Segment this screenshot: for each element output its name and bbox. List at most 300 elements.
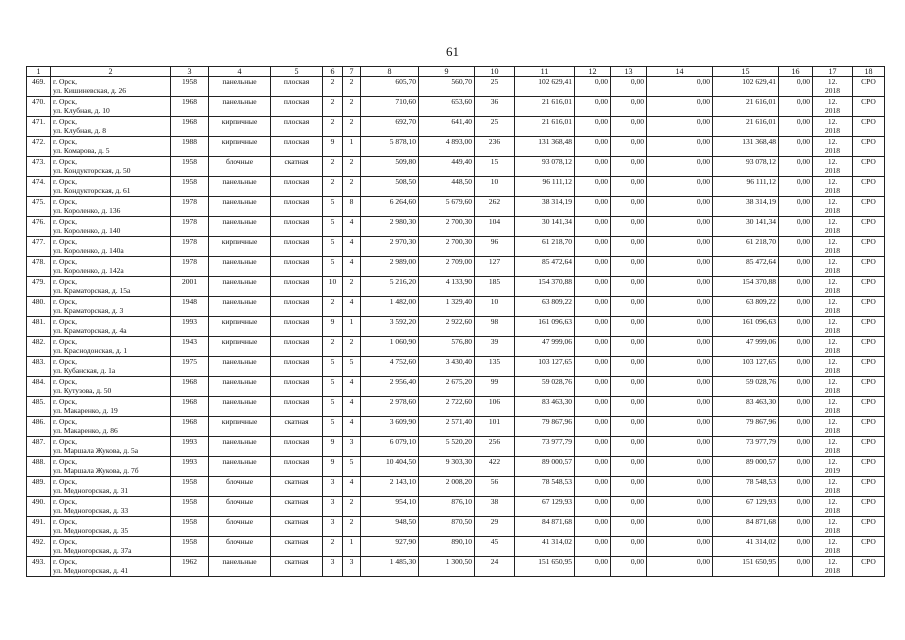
total-area-cell: 954,10 [361, 497, 419, 517]
row-number-cell: 480. [27, 297, 51, 317]
cost-col-14-cell: 0,00 [647, 97, 713, 117]
address-line: ул. Краматорская, д. 4а [53, 326, 127, 335]
cost-col-12-cell: 0,00 [575, 437, 611, 457]
cost-col-13-cell: 0,00 [611, 177, 647, 197]
address-cell [51, 357, 171, 377]
total-cost-cell: 84 871,68 [515, 517, 575, 537]
address-line: г. Орск, [53, 377, 77, 386]
cost-col-14-cell: 0,00 [647, 517, 713, 537]
total-area-cell: 2 980,30 [361, 217, 419, 237]
year-built-cell: 1958 [171, 177, 209, 197]
residents-cell: 45 [475, 537, 515, 557]
wall-material-cell: панельные [209, 97, 271, 117]
financing-source-cell: СРО [853, 457, 885, 477]
residents-cell: 422 [475, 457, 515, 477]
address-cell [51, 537, 171, 557]
deadline-cell [813, 317, 853, 337]
address-line: г. Орск, [53, 137, 77, 146]
cost-col-12-cell: 0,00 [575, 477, 611, 497]
year-built-cell: 1958 [171, 77, 209, 97]
table-row [27, 397, 885, 417]
address-line: ул. Кондукторская, д. 61 [53, 186, 131, 195]
wall-material-cell: панельные [209, 217, 271, 237]
column-header: 12 [575, 67, 611, 77]
floors-cell: 2 [323, 537, 343, 557]
address-cell [51, 177, 171, 197]
wall-material-cell: блочные [209, 477, 271, 497]
cost-col-16-cell: 0,00 [779, 277, 813, 297]
address-line: г. Орск, [53, 337, 77, 346]
row-number-cell: 486. [27, 417, 51, 437]
cost-col-12-cell: 0,00 [575, 77, 611, 97]
roof-type-cell: плоская [271, 257, 323, 277]
total-area-cell: 1 060,90 [361, 337, 419, 357]
table-row [27, 517, 885, 537]
address-line: ул. Комарова, д. 5 [53, 146, 110, 155]
cost-col-12-cell: 0,00 [575, 517, 611, 537]
address-cell [51, 97, 171, 117]
floors-cell: 10 [323, 277, 343, 297]
roof-type-cell: плоская [271, 177, 323, 197]
roof-type-cell: плоская [271, 97, 323, 117]
deadline-cell [813, 117, 853, 137]
cost-col-14-cell: 0,00 [647, 177, 713, 197]
cost-col-15-cell: 21 616,01 [713, 97, 779, 117]
deadline-line: 2018 [825, 506, 840, 515]
address-line: ул. Краснодонская, д. 1 [53, 346, 128, 355]
residents-cell: 236 [475, 137, 515, 157]
floors-cell: 2 [323, 177, 343, 197]
wall-material-cell: панельные [209, 357, 271, 377]
deadline-line: 12. [827, 157, 838, 166]
total-area-cell: 3 609,90 [361, 417, 419, 437]
cost-col-16-cell: 0,00 [779, 217, 813, 237]
year-built-cell: 1958 [171, 517, 209, 537]
deadline-line: 2018 [825, 546, 840, 555]
row-number-cell: 481. [27, 317, 51, 337]
floors-cell: 5 [323, 257, 343, 277]
deadline-line: 12. [827, 97, 838, 106]
residents-cell: 10 [475, 177, 515, 197]
cost-col-15-cell: 59 028,76 [713, 377, 779, 397]
year-built-cell: 1943 [171, 337, 209, 357]
cost-col-12-cell: 0,00 [575, 377, 611, 397]
entrances-cell: 3 [343, 437, 361, 457]
residents-cell: 96 [475, 237, 515, 257]
financing-source-cell: СРО [853, 277, 885, 297]
wall-material-cell: кирпичные [209, 237, 271, 257]
living-area-cell: 1 300,50 [419, 557, 475, 577]
cost-col-15-cell: 47 999,06 [713, 337, 779, 357]
cost-col-14-cell: 0,00 [647, 77, 713, 97]
column-header: 2 [51, 67, 171, 77]
deadline-line: 12. [827, 317, 838, 326]
entrances-cell: 2 [343, 157, 361, 177]
entrances-cell: 4 [343, 477, 361, 497]
roof-type-cell: скатная [271, 157, 323, 177]
cost-col-13-cell: 0,00 [611, 337, 647, 357]
address-line: ул. Медногорская, д. 31 [53, 486, 129, 495]
cost-col-15-cell: 85 472,64 [713, 257, 779, 277]
address-cell [51, 317, 171, 337]
living-area-cell: 2 675,20 [419, 377, 475, 397]
cost-col-15-cell: 61 218,70 [713, 237, 779, 257]
deadline-line: 2018 [825, 406, 840, 415]
address-line: ул. Кондукторская, д. 50 [53, 166, 131, 175]
row-number-cell: 479. [27, 277, 51, 297]
total-area-cell: 710,60 [361, 97, 419, 117]
year-built-cell: 1993 [171, 437, 209, 457]
living-area-cell: 2 700,30 [419, 237, 475, 257]
wall-material-cell: блочные [209, 157, 271, 177]
cost-col-12-cell: 0,00 [575, 297, 611, 317]
address-line: г. Орск, [53, 77, 77, 86]
deadline-cell [813, 337, 853, 357]
column-header: 6 [323, 67, 343, 77]
address-cell [51, 117, 171, 137]
total-area-cell: 2 956,40 [361, 377, 419, 397]
roof-type-cell: плоская [271, 397, 323, 417]
year-built-cell: 1968 [171, 97, 209, 117]
roof-type-cell: плоская [271, 117, 323, 137]
cost-col-15-cell: 102 629,41 [713, 77, 779, 97]
deadline-cell [813, 137, 853, 157]
cost-col-13-cell: 0,00 [611, 237, 647, 257]
total-cost-cell: 96 111,12 [515, 177, 575, 197]
entrances-cell: 2 [343, 97, 361, 117]
wall-material-cell: кирпичные [209, 117, 271, 137]
wall-material-cell: панельные [209, 397, 271, 417]
deadline-cell [813, 277, 853, 297]
deadline-line: 12. [827, 557, 838, 566]
column-header: 4 [209, 67, 271, 77]
financing-source-cell: СРО [853, 197, 885, 217]
cost-col-13-cell: 0,00 [611, 277, 647, 297]
floors-cell: 2 [323, 297, 343, 317]
year-built-cell: 1958 [171, 477, 209, 497]
living-area-cell: 4 893,00 [419, 137, 475, 157]
floors-cell: 9 [323, 437, 343, 457]
roof-type-cell: плоская [271, 137, 323, 157]
cost-col-12-cell: 0,00 [575, 537, 611, 557]
cost-col-14-cell: 0,00 [647, 537, 713, 557]
financing-source-cell: СРО [853, 337, 885, 357]
deadline-line: 2018 [825, 86, 840, 95]
entrances-cell: 2 [343, 337, 361, 357]
wall-material-cell: панельные [209, 77, 271, 97]
deadline-line: 2018 [825, 286, 840, 295]
cost-col-14-cell: 0,00 [647, 437, 713, 457]
cost-col-16-cell: 0,00 [779, 357, 813, 377]
year-built-cell: 1968 [171, 417, 209, 437]
deadline-line: 12. [827, 237, 838, 246]
floors-cell: 3 [323, 557, 343, 577]
address-cell [51, 257, 171, 277]
column-header: 11 [515, 67, 575, 77]
deadline-line: 2018 [825, 486, 840, 495]
residents-cell: 39 [475, 337, 515, 357]
financing-source-cell: СРО [853, 477, 885, 497]
living-area-cell: 653,60 [419, 97, 475, 117]
address-cell [51, 297, 171, 317]
deadline-cell [813, 357, 853, 377]
living-area-cell: 448,50 [419, 177, 475, 197]
living-area-cell: 870,50 [419, 517, 475, 537]
row-number-cell: 482. [27, 337, 51, 357]
deadline-cell [813, 297, 853, 317]
wall-material-cell: кирпичные [209, 417, 271, 437]
deadline-cell [813, 97, 853, 117]
year-built-cell: 1958 [171, 537, 209, 557]
cost-col-12-cell: 0,00 [575, 237, 611, 257]
entrances-cell: 4 [343, 397, 361, 417]
total-area-cell: 2 143,10 [361, 477, 419, 497]
entrances-cell: 4 [343, 417, 361, 437]
roof-type-cell: плоская [271, 237, 323, 257]
address-line: г. Орск, [53, 237, 77, 246]
living-area-cell: 4 133,90 [419, 277, 475, 297]
financing-source-cell: СРО [853, 537, 885, 557]
deadline-line: 2018 [825, 106, 840, 115]
cost-col-14-cell: 0,00 [647, 397, 713, 417]
year-built-cell: 1988 [171, 137, 209, 157]
financing-source-cell: СРО [853, 97, 885, 117]
cost-col-15-cell: 93 078,12 [713, 157, 779, 177]
deadline-line: 2018 [825, 226, 840, 235]
table-row [27, 377, 885, 397]
year-built-cell: 1948 [171, 297, 209, 317]
deadline-cell [813, 557, 853, 577]
cost-col-13-cell: 0,00 [611, 457, 647, 477]
row-number-cell: 469. [27, 77, 51, 97]
cost-col-14-cell: 0,00 [647, 417, 713, 437]
address-line: ул. Кишиневская, д. 26 [53, 86, 127, 95]
table-row [27, 97, 885, 117]
wall-material-cell: кирпичные [209, 137, 271, 157]
column-header: 14 [647, 67, 713, 77]
cost-col-12-cell: 0,00 [575, 457, 611, 477]
cost-col-16-cell: 0,00 [779, 557, 813, 577]
financing-source-cell: СРО [853, 397, 885, 417]
floors-cell: 5 [323, 417, 343, 437]
year-built-cell: 1968 [171, 377, 209, 397]
cost-col-14-cell: 0,00 [647, 217, 713, 237]
cost-col-13-cell: 0,00 [611, 477, 647, 497]
address-line: г. Орск, [53, 397, 77, 406]
address-line: ул. Медногорская, д. 35 [53, 526, 129, 535]
cost-col-16-cell: 0,00 [779, 197, 813, 217]
address-line: г. Орск, [53, 97, 77, 106]
cost-col-16-cell: 0,00 [779, 477, 813, 497]
cost-col-15-cell: 154 370,88 [713, 277, 779, 297]
living-area-cell: 560,70 [419, 77, 475, 97]
living-area-cell: 2 700,30 [419, 217, 475, 237]
cost-col-14-cell: 0,00 [647, 197, 713, 217]
deadline-cell [813, 497, 853, 517]
deadline-cell [813, 417, 853, 437]
total-area-cell: 927,90 [361, 537, 419, 557]
deadline-line: 2018 [825, 266, 840, 275]
address-line: г. Орск, [53, 497, 77, 506]
cost-col-15-cell: 161 096,63 [713, 317, 779, 337]
deadline-cell [813, 517, 853, 537]
cost-col-16-cell: 0,00 [779, 117, 813, 137]
address-line: г. Орск, [53, 297, 77, 306]
deadline-line: 2019 [825, 466, 840, 475]
cost-col-16-cell: 0,00 [779, 237, 813, 257]
cost-col-15-cell: 30 141,34 [713, 217, 779, 237]
total-cost-cell: 83 463,30 [515, 397, 575, 417]
cost-col-12-cell: 0,00 [575, 157, 611, 177]
total-area-cell: 509,80 [361, 157, 419, 177]
total-cost-cell: 102 629,41 [515, 77, 575, 97]
entrances-cell: 4 [343, 377, 361, 397]
cost-col-13-cell: 0,00 [611, 97, 647, 117]
cost-col-16-cell: 0,00 [779, 537, 813, 557]
row-number-cell: 470. [27, 97, 51, 117]
cost-col-13-cell: 0,00 [611, 77, 647, 97]
deadline-line: 12. [827, 537, 838, 546]
deadline-line: 12. [827, 477, 838, 486]
cost-col-14-cell: 0,00 [647, 277, 713, 297]
deadline-cell [813, 377, 853, 397]
total-area-cell: 1 482,00 [361, 297, 419, 317]
table-row [27, 237, 885, 257]
cost-col-16-cell: 0,00 [779, 257, 813, 277]
wall-material-cell: панельные [209, 557, 271, 577]
address-cell [51, 157, 171, 177]
living-area-cell: 576,80 [419, 337, 475, 357]
residents-cell: 29 [475, 517, 515, 537]
cost-col-14-cell: 0,00 [647, 317, 713, 337]
row-number-cell: 492. [27, 537, 51, 557]
cost-col-16-cell: 0,00 [779, 337, 813, 357]
cost-col-16-cell: 0,00 [779, 457, 813, 477]
floors-cell: 2 [323, 337, 343, 357]
floors-cell: 5 [323, 237, 343, 257]
deadline-line: 2018 [825, 306, 840, 315]
deadline-line: 2018 [825, 386, 840, 395]
column-header: 15 [713, 67, 779, 77]
address-line: г. Орск, [53, 257, 77, 266]
financing-source-cell: СРО [853, 557, 885, 577]
financing-source-cell: СРО [853, 257, 885, 277]
address-line: г. Орск, [53, 117, 77, 126]
cost-col-12-cell: 0,00 [575, 197, 611, 217]
cost-col-14-cell: 0,00 [647, 237, 713, 257]
entrances-cell: 1 [343, 317, 361, 337]
cost-col-15-cell: 63 809,22 [713, 297, 779, 317]
living-area-cell: 890,10 [419, 537, 475, 557]
financing-source-cell: СРО [853, 117, 885, 137]
residents-cell: 127 [475, 257, 515, 277]
table-row [27, 497, 885, 517]
column-number-row [27, 67, 885, 77]
roof-type-cell: скатная [271, 477, 323, 497]
roof-type-cell: плоская [271, 217, 323, 237]
financing-source-cell: СРО [853, 217, 885, 237]
cost-col-13-cell: 0,00 [611, 397, 647, 417]
total-area-cell: 508,50 [361, 177, 419, 197]
living-area-cell: 5 520,20 [419, 437, 475, 457]
address-line: ул. Короленко, д. 140а [53, 246, 124, 255]
floors-cell: 3 [323, 517, 343, 537]
living-area-cell: 2 722,60 [419, 397, 475, 417]
table-row [27, 257, 885, 277]
deadline-line: 12. [827, 277, 838, 286]
wall-material-cell: кирпичные [209, 317, 271, 337]
total-area-cell: 5 216,20 [361, 277, 419, 297]
deadline-line: 2018 [825, 566, 840, 575]
column-header: 3 [171, 67, 209, 77]
residents-cell: 185 [475, 277, 515, 297]
address-cell [51, 77, 171, 97]
residents-cell: 25 [475, 117, 515, 137]
row-number-cell: 487. [27, 437, 51, 457]
financing-source-cell: СРО [853, 357, 885, 377]
wall-material-cell: блочные [209, 517, 271, 537]
total-cost-cell: 89 000,57 [515, 457, 575, 477]
cost-col-12-cell: 0,00 [575, 557, 611, 577]
cost-col-14-cell: 0,00 [647, 137, 713, 157]
cost-col-14-cell: 0,00 [647, 557, 713, 577]
living-area-cell: 1 329,40 [419, 297, 475, 317]
total-cost-cell: 61 218,70 [515, 237, 575, 257]
table-row [27, 77, 885, 97]
deadline-line: 12. [827, 77, 838, 86]
living-area-cell: 3 430,40 [419, 357, 475, 377]
cost-col-15-cell: 21 616,01 [713, 117, 779, 137]
entrances-cell: 5 [343, 357, 361, 377]
address-line: г. Орск, [53, 457, 77, 466]
roof-type-cell: скатная [271, 537, 323, 557]
deadline-line: 2018 [825, 206, 840, 215]
address-line: ул. Клубная, д. 10 [53, 106, 110, 115]
roof-type-cell: скатная [271, 557, 323, 577]
address-cell [51, 397, 171, 417]
cost-col-12-cell: 0,00 [575, 317, 611, 337]
address-line: г. Орск, [53, 557, 77, 566]
roof-type-cell: плоская [271, 317, 323, 337]
table-row [27, 357, 885, 377]
cost-col-16-cell: 0,00 [779, 397, 813, 417]
cost-col-14-cell: 0,00 [647, 157, 713, 177]
address-line: г. Орск, [53, 157, 77, 166]
entrances-cell: 2 [343, 77, 361, 97]
financing-source-cell: СРО [853, 297, 885, 317]
floors-cell: 2 [323, 77, 343, 97]
total-area-cell: 948,50 [361, 517, 419, 537]
year-built-cell: 1968 [171, 117, 209, 137]
cost-col-12-cell: 0,00 [575, 277, 611, 297]
address-cell [51, 237, 171, 257]
address-cell [51, 277, 171, 297]
address-cell [51, 517, 171, 537]
floors-cell: 5 [323, 197, 343, 217]
living-area-cell: 2 922,60 [419, 317, 475, 337]
deadline-cell [813, 477, 853, 497]
financing-source-cell: СРО [853, 137, 885, 157]
address-line: г. Орск, [53, 177, 77, 186]
total-area-cell: 1 485,30 [361, 557, 419, 577]
year-built-cell: 1978 [171, 217, 209, 237]
total-area-cell: 2 978,60 [361, 397, 419, 417]
total-cost-cell: 21 616,01 [515, 97, 575, 117]
cost-col-13-cell: 0,00 [611, 497, 647, 517]
cost-col-14-cell: 0,00 [647, 457, 713, 477]
table-row [27, 317, 885, 337]
year-built-cell: 1993 [171, 317, 209, 337]
